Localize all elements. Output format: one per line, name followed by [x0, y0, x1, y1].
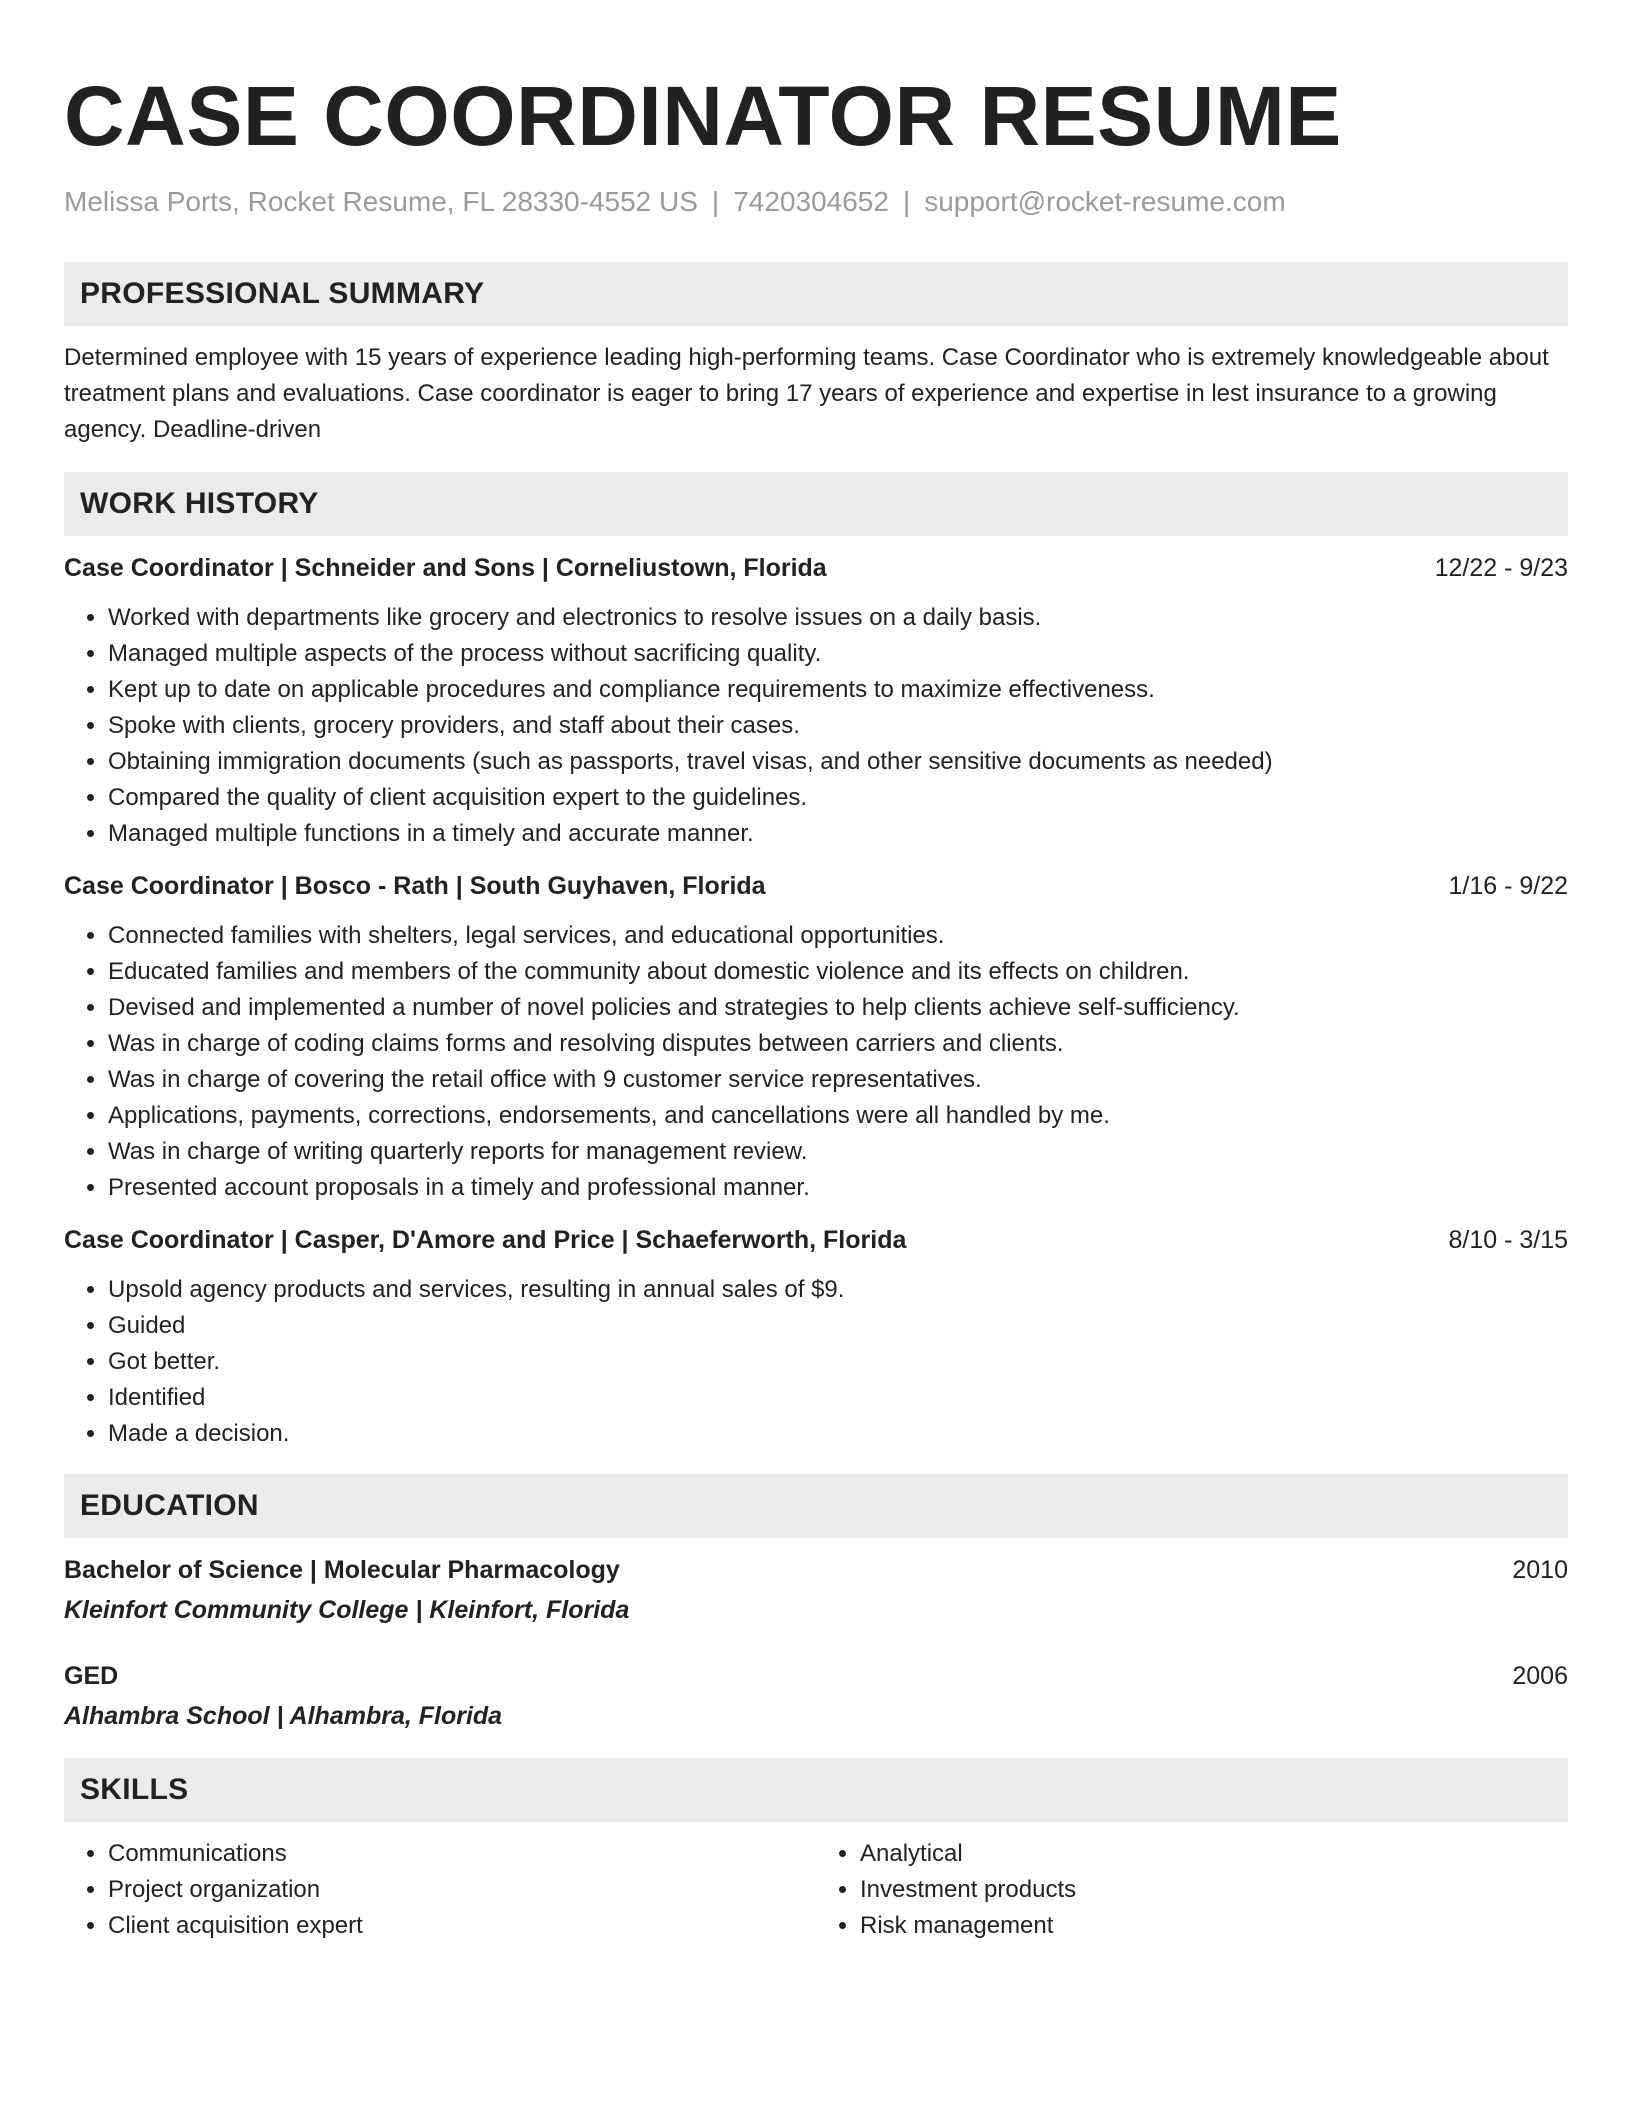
job-entry — [64, 550, 1568, 852]
list-item: • Managed multiple functions in a timely and accurate manner. — [108, 816, 1568, 852]
job-dates: 12/22 - 9/23 — [1434, 554, 1568, 582]
list-item: • Connected families with shelters, legal services, and educational opportunities. — [108, 918, 1568, 954]
skill-item: • Client acquisition expert — [108, 1908, 816, 1944]
job-title: Case Coordinator | Casper, D'Amore and Price | Schaeferworth, Florida — [64, 1226, 907, 1254]
contact-email: support@rocket-resume.com — [924, 186, 1286, 217]
list-item: • Got better. — [108, 1344, 1568, 1380]
list-item: • Applications, payments, corrections, endorsements, and cancellations were all handled by me. — [108, 1098, 1568, 1134]
education-header — [64, 1658, 1568, 1694]
education-entry — [64, 1658, 1568, 1734]
list-item: • Managed multiple aspects of the process without sacrificing quality. — [108, 636, 1568, 672]
summary-heading: PROFESSIONAL SUMMARY — [64, 262, 1568, 326]
summary-text: Determined employee with 15 years of experience leading high-performing teams. Case Coordinator who is extremely knowledgeable about treatment plans and evaluations. Case coordinator is eager to bring 17 years of experience and expertise in lest insurance to a growing agency. Deadline-driven — [64, 344, 1549, 443]
resume-title: CASE COORDINATOR RESUME — [64, 69, 1342, 163]
job-header — [64, 868, 1568, 904]
job-header — [64, 550, 1568, 586]
education-degree: GED — [64, 1662, 119, 1690]
list-item: • Guided — [108, 1308, 1568, 1344]
skill-item: • Risk management — [860, 1908, 1568, 1944]
list-item: • Educated families and members of the community about domestic violence and its effects on children. — [108, 954, 1568, 990]
job-bullets — [64, 1272, 1568, 1452]
education-degree: Bachelor of Science | Molecular Pharmacology — [64, 1556, 620, 1584]
list-item: • Devised and implemented a number of novel policies and strategies to help clients achieve self-sufficiency. — [108, 990, 1568, 1026]
list-item: • Worked with departments like grocery and electronics to resolve issues on a daily basis. — [108, 600, 1568, 636]
contact-separator: | — [902, 186, 911, 217]
education-header — [64, 1552, 1568, 1588]
contact-separator: | — [711, 186, 720, 217]
contact-address: Melissa Ports, Rocket Resume, FL 28330-4552 US — [64, 186, 698, 217]
list-item: • Made a decision. — [108, 1416, 1568, 1452]
job-title: Case Coordinator | Schneider and Sons | Corneliustown, Florida — [64, 554, 827, 582]
list-item: • Was in charge of coding claims forms and resolving disputes between carriers and clients. — [108, 1026, 1568, 1062]
education-entry — [64, 1552, 1568, 1628]
skills-column-right — [816, 1836, 1568, 1944]
education-school: Kleinfort Community College | Kleinfort, Florida — [64, 1596, 630, 1624]
contact-phone: 7420304652 — [733, 186, 889, 217]
skills-list — [64, 1836, 1568, 1944]
contact-line — [64, 182, 1568, 222]
skill-item: • Project organization — [108, 1872, 816, 1908]
skill-item: • Analytical — [860, 1836, 1568, 1872]
list-item: • Kept up to date on applicable procedures and compliance requirements to maximize effectiveness. — [108, 672, 1568, 708]
job-entry — [64, 1222, 1568, 1452]
skill-item: • Communications — [108, 1836, 816, 1872]
job-entry — [64, 868, 1568, 1206]
list-item: • Compared the quality of client acquisition expert to the guidelines. — [108, 780, 1568, 816]
skills-column-left — [64, 1836, 816, 1944]
job-header — [64, 1222, 1568, 1258]
education-heading: EDUCATION — [64, 1474, 1568, 1538]
list-item: • Obtaining immigration documents (such as passports, travel visas, and other sensitive documents as needed) — [108, 744, 1568, 780]
job-dates: 8/10 - 3/15 — [1448, 1226, 1568, 1254]
list-item: • Upsold agency products and services, resulting in annual sales of $9. — [108, 1272, 1568, 1308]
education-year: 2010 — [1512, 1556, 1568, 1584]
skill-item: • Investment products — [860, 1872, 1568, 1908]
job-dates: 1/16 - 9/22 — [1448, 872, 1568, 900]
list-item: • Was in charge of writing quarterly reports for management review. — [108, 1134, 1568, 1170]
job-bullets — [64, 600, 1568, 852]
work-history-heading: WORK HISTORY — [64, 472, 1568, 536]
education-year: 2006 — [1512, 1662, 1568, 1690]
list-item: • Identified — [108, 1380, 1568, 1416]
list-item: • Presented account proposals in a timely and professional manner. — [108, 1170, 1568, 1206]
job-bullets — [64, 918, 1568, 1206]
list-item: • Was in charge of covering the retail office with 9 customer service representatives. — [108, 1062, 1568, 1098]
list-item: • Spoke with clients, grocery providers, and staff about their cases. — [108, 708, 1568, 744]
education-school: Alhambra School | Alhambra, Florida — [64, 1702, 503, 1730]
job-title: Case Coordinator | Bosco - Rath | South Guyhaven, Florida — [64, 872, 766, 900]
skills-heading: SKILLS — [64, 1758, 1568, 1822]
